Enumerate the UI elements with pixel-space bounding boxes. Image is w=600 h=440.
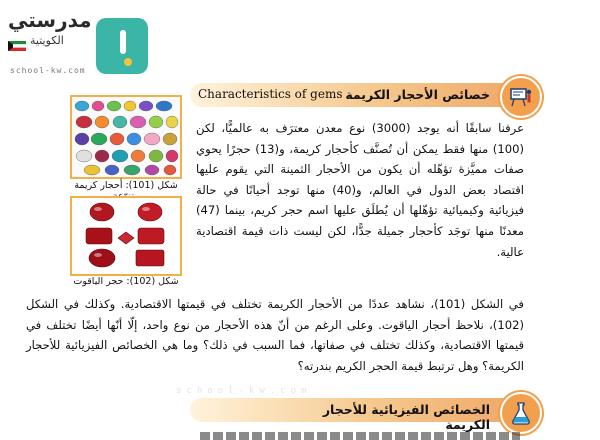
section-title-arabic: خصائص الأحجار الكريمة bbox=[345, 87, 490, 102]
figure-102-caption: شكل (102): حجر الياقوت bbox=[73, 276, 179, 287]
section-title-english: Characteristics of gems bbox=[198, 87, 343, 101]
presenter-board-icon bbox=[500, 76, 542, 118]
logo-badge-icon bbox=[96, 18, 148, 74]
intro-paragraph: عرفنا سابقًا أنه يوجد (3000) نوع معدن معترَف به عالميًّا، لكن (100) منها فقط يمكن أن تُصنَّف كأحجار كريمة، و(13) حجرًا يحوي صفات مميَّزة تؤهّله أن يكون من الأحجار الثمينة التي يقوم عليها اقتصاد بعض الدول في العالم، و(40) منها توجد أحيانًا في حالة فيزيائية وكيميائية تؤهّلها أن يُطلَق عليها اسم حجر كريم، بينما (47) معدنًا منها توجَد كأحجار جميلة جدًّا، لكن ليست ذات قيمة اقتصادية عالية. bbox=[196, 121, 525, 259]
section-2-title: الخصائص الفيزيائية للأحجار الكريمة bbox=[322, 402, 490, 432]
logo-title: مدرستي bbox=[8, 8, 92, 32]
logo-subtitle: الكويتية bbox=[30, 34, 64, 47]
watermark-url: school-kw.com bbox=[176, 386, 312, 396]
kuwait-flag-icon bbox=[8, 36, 26, 46]
clipped-text-line bbox=[200, 432, 520, 440]
ruby-gems-photo bbox=[70, 196, 182, 276]
assorted-gems-photo bbox=[70, 95, 182, 179]
logo-url[interactable]: school-kw.com bbox=[10, 66, 86, 75]
flask-icon bbox=[500, 392, 542, 434]
figures-paragraph: في الشكل (101)، نشاهد عددًا من الأحجار الكريمة تختلف في قيمتها الاقتصادية. وكذلك في الشكل (102)، نلاحظ أحجار الياقوت. وعلى الرغم من أنّ هذه الأحجار من نوع واحد، إلّا أنّها أيضًا تختلف في قيمتها الاقتصادية، وكذلك تختلف في صفاتها، فما السبب في ذلك؟ وما هي الخصائص الفيزيائية للأحجار الكريمة؟ وهل ترتبط قيمة الحجر الكريم بندرته؟ bbox=[26, 297, 524, 373]
figure-101-caption: شكل (101): أحجار كريمة bbox=[74, 180, 178, 191]
